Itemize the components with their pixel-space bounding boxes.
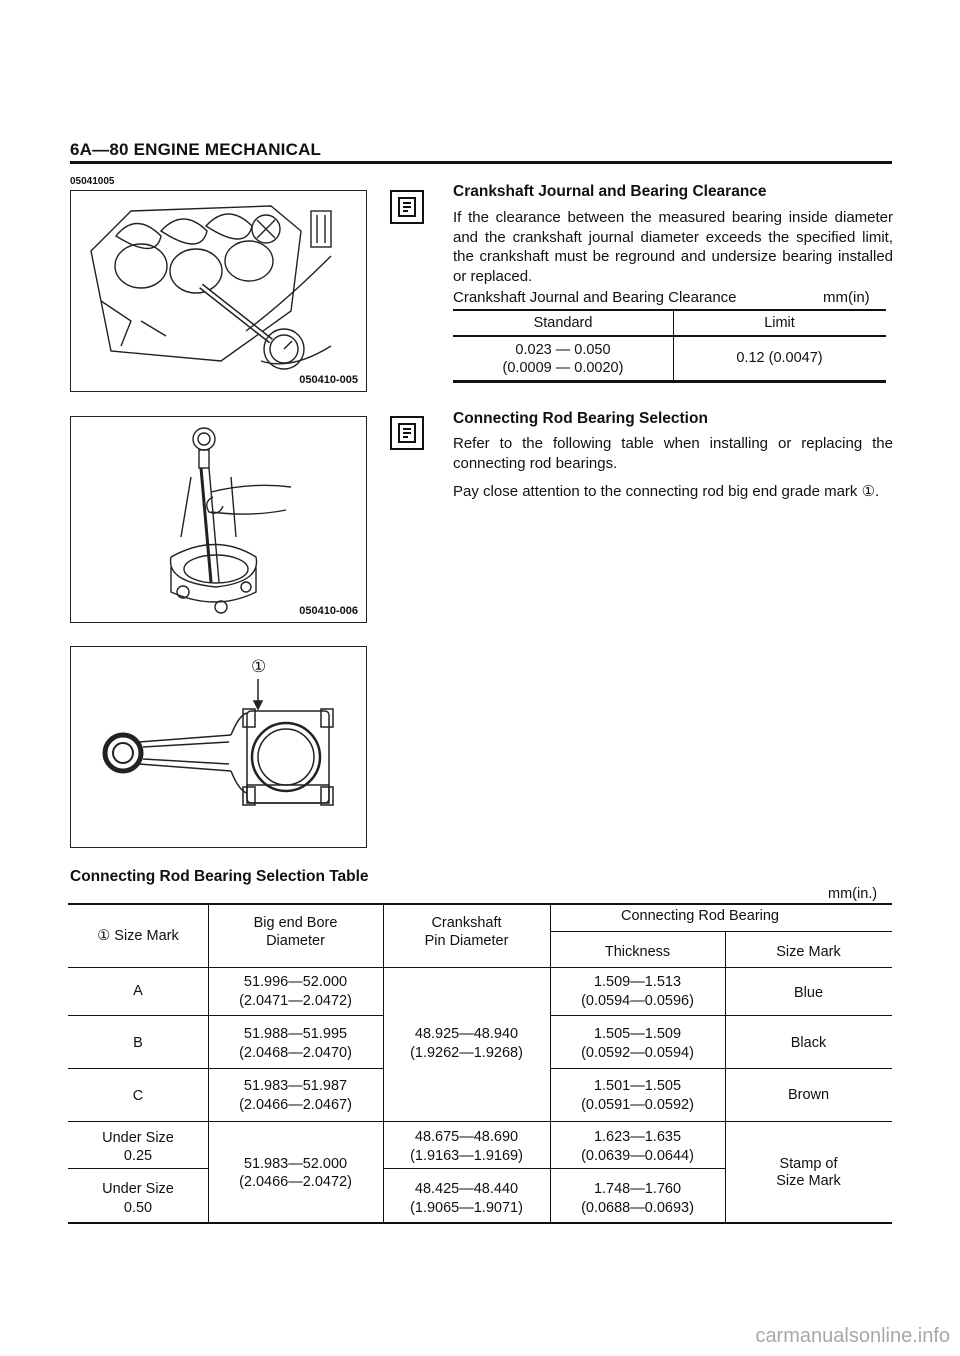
row-a-thickness-in: (0.0594—0.0596) — [581, 993, 694, 1009]
row-b-thickness-in: (0.0592—0.0594) — [581, 1045, 694, 1061]
service-manual-icon — [390, 416, 424, 450]
header-bearing-size-mark: Size Mark — [776, 944, 841, 960]
table-rule — [68, 967, 892, 968]
row-c-color: Brown — [787, 1087, 830, 1103]
row-b-thickness-mm: 1.505—1.509 — [593, 1026, 682, 1042]
clearance-table-unit: mm(in) — [823, 289, 870, 306]
undersize-050-value: 0.50 — [123, 1200, 153, 1216]
row-a-bore-in: (2.0471—2.0472) — [239, 993, 352, 1009]
header-rule — [70, 161, 892, 164]
bore-gauge-illustration — [71, 417, 366, 622]
selection-table-title: Connecting Rod Bearing Selection Table — [70, 868, 369, 885]
undersize-025-value: 0.25 — [123, 1148, 153, 1164]
figure-bore-gauge — [70, 416, 367, 623]
crankshaft-measurement-illustration — [71, 191, 366, 391]
table-rule — [453, 380, 886, 383]
service-manual-icon — [390, 190, 424, 224]
standard-pin-mm: 48.925—48.940 — [414, 1026, 519, 1042]
table-rule — [550, 931, 892, 932]
undersize-stamp-line1: Stamp of — [779, 1156, 838, 1172]
table-divider — [383, 903, 384, 1223]
figure-label: 050410-005 — [299, 374, 358, 386]
undersize-bore-in: (2.0466—2.0472) — [239, 1174, 352, 1190]
table-rule — [68, 1222, 892, 1224]
row-b-bore-in: (2.0468—2.0470) — [239, 1045, 352, 1061]
standard-pin-in: (1.9262—1.9268) — [410, 1045, 523, 1061]
standard-value-in: (0.0009 — 0.0020) — [502, 360, 624, 376]
section-title-journal-clearance: Crankshaft Journal and Bearing Clearance — [453, 183, 767, 200]
journal-clearance-body: If the clearance between the measured bearing inside diameter and the crankshaft journal diameter exceeds the specified limit, the crankshaft must be reground and undersize bearing installed or replaced. — [453, 209, 893, 285]
table-divider — [673, 309, 674, 381]
header-thickness: Thickness — [604, 944, 671, 960]
row-c-mark: C — [132, 1088, 144, 1104]
row-a-thickness-mm: 1.509—1.513 — [593, 974, 682, 990]
table-rule — [68, 1168, 208, 1169]
table-rule — [68, 903, 892, 905]
bearing-selection-para1: Refer to the following table when installing or replacing the connecting rod bearings. — [453, 435, 893, 472]
undersize-050-thickness-in: (0.0688—0.0693) — [581, 1200, 694, 1216]
row-b-mark: B — [133, 1035, 143, 1051]
row-b-bore-mm: 51.988—51.995 — [243, 1026, 348, 1042]
bearing-selection-para2: Pay close attention to the connecting rod big end grade mark ①. — [453, 483, 880, 500]
table-rule — [453, 309, 886, 311]
col-header-limit: Limit — [764, 315, 795, 331]
undersize-050-mark: Under Size — [102, 1181, 174, 1197]
undersize-bore-mm: 51.983—52.000 — [243, 1156, 348, 1172]
clearance-table-title: Crankshaft Journal and Bearing Clearance — [453, 289, 737, 306]
undersize-025-thickness-in: (0.0639—0.0644) — [581, 1148, 694, 1164]
undersize-025-pin-mm: 48.675—48.690 — [414, 1129, 519, 1145]
undersize-stamp-line2: Size Mark — [776, 1173, 841, 1189]
page-header-title: 6A—80 ENGINE MECHANICAL — [70, 140, 322, 159]
row-b-color: Black — [790, 1035, 827, 1051]
row-c-thickness-in: (0.0591—0.0592) — [581, 1097, 694, 1113]
header-size-mark: ① Size Mark — [97, 928, 179, 944]
table-rule — [383, 1168, 725, 1169]
table-rule — [208, 1068, 383, 1069]
row-a-color: Blue — [793, 985, 824, 1001]
figure-label: 050410-006 — [299, 605, 358, 617]
row-a-mark: A — [133, 983, 143, 999]
table-rule — [68, 1068, 208, 1069]
table-rule — [453, 335, 886, 337]
row-c-bore-in: (2.0466—2.0467) — [239, 1097, 352, 1113]
figure-connecting-rod-mark — [70, 646, 367, 848]
standard-value-mm: 0.023 — 0.050 — [515, 342, 611, 358]
table-rule — [68, 1121, 892, 1122]
undersize-050-pin-in: (1.9065—1.9071) — [410, 1200, 523, 1216]
row-a-bore-mm: 51.996—52.000 — [243, 974, 348, 990]
limit-value: 0.12 (0.0047) — [736, 350, 823, 366]
undersize-025-thickness-mm: 1.623—1.635 — [593, 1129, 682, 1145]
header-pin-line1: Crankshaft — [431, 915, 502, 931]
grade-mark-callout: ① — [251, 657, 267, 676]
header-pin-line2: Pin Diameter — [424, 933, 509, 949]
row-c-bore-mm: 51.983—51.987 — [243, 1078, 348, 1094]
col-header-standard: Standard — [533, 315, 593, 331]
undersize-050-pin-mm: 48.425—48.440 — [414, 1181, 519, 1197]
header-bore-line1: Big end Bore — [253, 915, 338, 931]
row-c-thickness-mm: 1.501—1.505 — [593, 1078, 682, 1094]
table-rule — [68, 1015, 208, 1016]
header-connecting-rod-bearing: Connecting Rod Bearing — [621, 908, 779, 924]
section-title-bearing-selection: Connecting Rod Bearing Selection — [453, 410, 708, 427]
undersize-025-pin-in: (1.9163—1.9169) — [410, 1148, 523, 1164]
figure-code: 05041005 — [70, 176, 115, 187]
undersize-025-mark: Under Size — [102, 1130, 174, 1146]
selection-table-unit: mm(in.) — [828, 886, 878, 902]
table-rule — [208, 1015, 383, 1016]
header-bore-line2: Diameter — [266, 933, 325, 949]
watermark: carmanualsonline.info — [755, 1325, 950, 1347]
table-rule — [550, 1015, 892, 1016]
connecting-rod-illustration — [71, 647, 366, 847]
undersize-050-thickness-mm: 1.748—1.760 — [593, 1181, 682, 1197]
figure-crankshaft-measurement — [70, 190, 367, 392]
table-rule — [550, 1068, 892, 1069]
